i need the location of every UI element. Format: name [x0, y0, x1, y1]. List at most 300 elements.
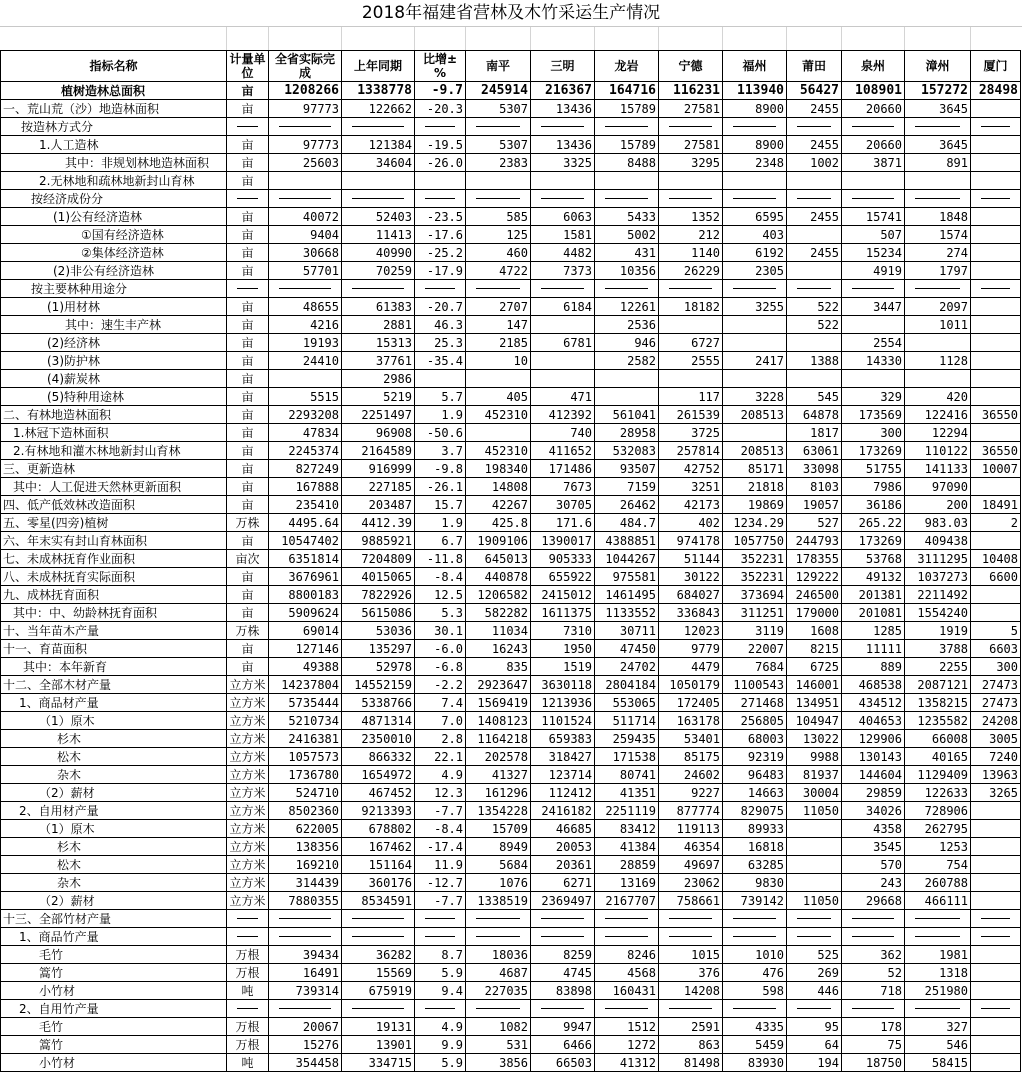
value-cell: 13963 [971, 766, 1021, 784]
value-cell [531, 928, 595, 946]
value-cell: 1050179 [659, 676, 723, 694]
unit-cell: 立方米 [227, 820, 269, 838]
value-cell [595, 280, 659, 298]
value-cell [905, 280, 971, 298]
value-cell [415, 910, 466, 928]
value-cell: 96483 [723, 766, 787, 784]
value-cell: 758661 [659, 892, 723, 910]
value-cell: 30711 [595, 622, 659, 640]
value-cell [787, 370, 842, 388]
value-cell: 684027 [659, 586, 723, 604]
row-label: 杉木 [1, 730, 227, 748]
value-cell [269, 118, 342, 136]
table-row [1, 1036, 1021, 1054]
value-cell [971, 190, 1021, 208]
row-label: 小竹材 [1, 982, 227, 1000]
value-cell: 257814 [659, 442, 723, 460]
dash-mark [981, 198, 1010, 199]
value-cell: 1010 [723, 946, 787, 964]
value-cell: 27581 [659, 100, 723, 118]
value-cell: 2804184 [595, 676, 659, 694]
value-cell: 36550 [971, 406, 1021, 424]
value-cell: 1002 [787, 154, 842, 172]
table-row [1, 982, 1021, 1000]
value-cell [659, 280, 723, 298]
value-cell: 16818 [723, 838, 787, 856]
table-row [1, 784, 1021, 802]
value-cell: 2554 [842, 334, 905, 352]
value-cell: 327 [905, 1018, 971, 1036]
unit-cell: 亩 [227, 658, 269, 676]
table-row [1, 460, 1021, 478]
value-cell: 4358 [842, 820, 905, 838]
value-cell: 15276 [269, 1036, 342, 1054]
value-cell: 163178 [659, 712, 723, 730]
dash-mark [981, 918, 1010, 919]
unit-cell: 亩 [227, 316, 269, 334]
dash-mark [733, 198, 776, 199]
unit-cell: 立方米 [227, 838, 269, 856]
dash-mark [352, 918, 404, 919]
value-cell: 376 [659, 964, 723, 982]
value-cell [971, 118, 1021, 136]
value-cell: 561041 [595, 406, 659, 424]
dash-mark [733, 126, 776, 127]
value-cell: 138356 [269, 838, 342, 856]
row-label: 植树造林总面积 [1, 82, 227, 100]
value-cell: 3676961 [269, 568, 342, 586]
unit-cell: 亩 [227, 586, 269, 604]
value-cell: 403 [723, 226, 787, 244]
value-cell [269, 1000, 342, 1018]
value-cell [971, 334, 1021, 352]
value-cell: 3251 [659, 478, 723, 496]
value-cell [659, 370, 723, 388]
value-cell: 946 [595, 334, 659, 352]
value-cell [269, 190, 342, 208]
value-cell: 89933 [723, 820, 787, 838]
value-cell: 16243 [466, 640, 531, 658]
value-cell [415, 280, 466, 298]
value-cell: 983.03 [905, 514, 971, 532]
value-cell [971, 298, 1021, 316]
value-cell: -20.7 [415, 298, 466, 316]
value-cell [595, 118, 659, 136]
dash-mark [237, 288, 258, 289]
dash-mark [797, 1008, 831, 1009]
table-row [1, 406, 1021, 424]
table-row [1, 820, 1021, 838]
value-cell: 48655 [269, 298, 342, 316]
value-cell: 4722 [466, 262, 531, 280]
value-cell [659, 172, 723, 190]
value-cell: 160431 [595, 982, 659, 1000]
value-cell [971, 1036, 1021, 1054]
value-cell [415, 928, 466, 946]
dash-mark [733, 1008, 776, 1009]
value-cell: 4015065 [342, 568, 415, 586]
value-cell [269, 172, 342, 190]
row-label: 一、荒山荒（沙）地造林面积 [1, 100, 227, 118]
value-cell: 2536 [595, 316, 659, 334]
value-cell: 354458 [269, 1054, 342, 1072]
value-cell: 42752 [659, 460, 723, 478]
row-label: 小竹材 [1, 1054, 227, 1072]
unit-cell: 立方米 [227, 766, 269, 784]
value-cell: 9779 [659, 640, 723, 658]
value-cell: 36186 [842, 496, 905, 514]
row-label: 十三、全部竹材产量 [1, 910, 227, 928]
row-label: 松木 [1, 748, 227, 766]
value-cell: 16491 [269, 964, 342, 982]
value-cell: 9404 [269, 226, 342, 244]
value-cell [842, 280, 905, 298]
row-label: (1)用材林 [1, 298, 227, 316]
row-label: 2、自用材产量 [1, 802, 227, 820]
value-cell: 10007 [971, 460, 1021, 478]
value-cell: 69014 [269, 622, 342, 640]
value-cell: 18182 [659, 298, 723, 316]
value-cell: 570 [842, 856, 905, 874]
value-cell: 37761 [342, 352, 415, 370]
value-cell: 64 [787, 1036, 842, 1054]
table-row [1, 478, 1021, 496]
value-cell [787, 280, 842, 298]
value-cell: 119113 [659, 820, 723, 838]
value-cell: 7673 [531, 478, 595, 496]
value-cell: 7240 [971, 748, 1021, 766]
value-cell: 2293208 [269, 406, 342, 424]
value-cell: 235410 [269, 496, 342, 514]
dash-mark [237, 936, 258, 937]
row-label: 十、当年苗木产量 [1, 622, 227, 640]
value-cell: 975581 [595, 568, 659, 586]
row-label: ①国有经济造林 [1, 226, 227, 244]
unit-cell: 亩 [227, 298, 269, 316]
value-cell: 2087121 [905, 676, 971, 694]
value-cell: 11050 [787, 892, 842, 910]
value-cell [723, 118, 787, 136]
value-cell: 1082 [466, 1018, 531, 1036]
value-cell: 265.22 [842, 514, 905, 532]
dash-mark [605, 198, 648, 199]
value-cell: 2348 [723, 154, 787, 172]
value-cell: 246500 [787, 586, 842, 604]
value-cell: -7.7 [415, 892, 466, 910]
value-cell: 146001 [787, 676, 842, 694]
unit-cell [227, 1000, 269, 1018]
value-cell: 300 [842, 424, 905, 442]
value-cell: 52 [842, 964, 905, 982]
dash-mark [981, 126, 1010, 127]
value-cell: 4568 [595, 964, 659, 982]
value-cell: 863 [659, 1036, 723, 1054]
value-cell [415, 172, 466, 190]
value-cell: 2164589 [342, 442, 415, 460]
value-cell [531, 190, 595, 208]
table-row [1, 190, 1021, 208]
value-cell: 2455 [787, 208, 842, 226]
value-cell: 20660 [842, 100, 905, 118]
value-cell: 4216 [269, 316, 342, 334]
value-cell: 134951 [787, 694, 842, 712]
value-cell: 125 [466, 226, 531, 244]
value-cell: 300 [971, 658, 1021, 676]
value-cell: 1338519 [466, 892, 531, 910]
header-cell: 泉州 [842, 51, 905, 82]
value-cell [269, 280, 342, 298]
value-cell: 11.9 [415, 856, 466, 874]
value-cell: 3.7 [415, 442, 466, 460]
value-cell: 13436 [531, 136, 595, 154]
value-cell [787, 1000, 842, 1018]
value-cell: 11413 [342, 226, 415, 244]
value-cell: 3255 [723, 298, 787, 316]
value-cell [466, 1000, 531, 1018]
table-row [1, 370, 1021, 388]
value-cell: 412392 [531, 406, 595, 424]
value-cell: 179000 [787, 604, 842, 622]
value-cell: 1950 [531, 640, 595, 658]
value-cell: 27581 [659, 136, 723, 154]
value-cell: 216367 [531, 82, 595, 100]
value-cell: 49132 [842, 568, 905, 586]
value-cell: 468538 [842, 676, 905, 694]
value-cell: 167888 [269, 478, 342, 496]
value-cell: 3645 [905, 136, 971, 154]
value-cell: 1611375 [531, 604, 595, 622]
dash-mark [237, 198, 258, 199]
value-cell: 1919 [905, 622, 971, 640]
value-cell: 622005 [269, 820, 342, 838]
value-cell: 2369497 [531, 892, 595, 910]
value-cell [787, 226, 842, 244]
row-label: 十二、全部木材产量 [1, 676, 227, 694]
dash-mark [425, 1008, 455, 1009]
value-cell [971, 928, 1021, 946]
value-cell: 15741 [842, 208, 905, 226]
value-cell [971, 100, 1021, 118]
unit-cell [227, 910, 269, 928]
table-row [1, 676, 1021, 694]
value-cell: 484.7 [595, 514, 659, 532]
value-cell: 553065 [595, 694, 659, 712]
value-cell: 2383 [466, 154, 531, 172]
dash-mark [279, 126, 331, 127]
empty-grid-row [0, 26, 1022, 51]
value-cell: 4.9 [415, 1018, 466, 1036]
dash-mark [279, 1008, 331, 1009]
value-cell: 5338766 [342, 694, 415, 712]
dash-mark [352, 126, 404, 127]
value-cell [787, 928, 842, 946]
value-cell: 5735444 [269, 694, 342, 712]
value-cell: 9213393 [342, 802, 415, 820]
value-cell: 70259 [342, 262, 415, 280]
dash-mark [797, 126, 831, 127]
value-cell: 1208266 [269, 82, 342, 100]
value-cell: 171.6 [531, 514, 595, 532]
value-cell: 829075 [723, 802, 787, 820]
value-cell: 352231 [723, 550, 787, 568]
dash-mark [797, 198, 831, 199]
value-cell [787, 910, 842, 928]
unit-cell: 亩 [227, 568, 269, 586]
unit-cell: 立方米 [227, 730, 269, 748]
value-cell: 29859 [842, 784, 905, 802]
table-row [1, 658, 1021, 676]
value-cell: 24702 [595, 658, 659, 676]
value-cell: 5307 [466, 100, 531, 118]
value-cell [723, 1000, 787, 1018]
value-cell: 740 [531, 424, 595, 442]
value-cell: -17.4 [415, 838, 466, 856]
value-cell [971, 136, 1021, 154]
value-cell [971, 604, 1021, 622]
value-cell: 678802 [342, 820, 415, 838]
value-cell: 1354228 [466, 802, 531, 820]
value-cell: 7822926 [342, 586, 415, 604]
dash-mark [352, 288, 404, 289]
value-cell: 8246 [595, 946, 659, 964]
value-cell: 122662 [342, 100, 415, 118]
value-cell: 5.9 [415, 964, 466, 982]
dash-mark [669, 198, 712, 199]
value-cell: 2245374 [269, 442, 342, 460]
value-cell: 1100543 [723, 676, 787, 694]
value-cell: 1554240 [905, 604, 971, 622]
unit-cell: 亩 [227, 424, 269, 442]
row-label: 2、自用竹产量 [1, 1000, 227, 1018]
value-cell: 1388 [787, 352, 842, 370]
value-cell: 318427 [531, 748, 595, 766]
value-cell: 522 [787, 298, 842, 316]
dash-mark [541, 288, 584, 289]
dash-mark [605, 936, 648, 937]
value-cell: 3325 [531, 154, 595, 172]
unit-cell: 亩 [227, 100, 269, 118]
value-cell: 164716 [595, 82, 659, 100]
unit-cell: 亩 [227, 532, 269, 550]
value-cell: 129222 [787, 568, 842, 586]
value-cell: 5.7 [415, 388, 466, 406]
value-cell: 260788 [905, 874, 971, 892]
value-cell: 1581 [531, 226, 595, 244]
value-cell: 467452 [342, 784, 415, 802]
value-cell [787, 262, 842, 280]
value-cell: 92319 [723, 748, 787, 766]
unit-cell [227, 118, 269, 136]
dash-mark [915, 288, 960, 289]
value-cell: 585 [466, 208, 531, 226]
dash-mark [915, 1008, 960, 1009]
value-cell: 655922 [531, 568, 595, 586]
value-cell [466, 280, 531, 298]
value-cell: 178 [842, 1018, 905, 1036]
dash-mark [476, 1008, 520, 1009]
value-cell: 5515 [269, 388, 342, 406]
row-label: 松木 [1, 856, 227, 874]
dash-mark [541, 936, 584, 937]
dash-mark [237, 126, 258, 127]
value-cell: 97773 [269, 136, 342, 154]
value-cell: 66008 [905, 730, 971, 748]
row-label: 按经济成份分 [1, 190, 227, 208]
value-cell: 14808 [466, 478, 531, 496]
value-cell: 40990 [342, 244, 415, 262]
value-cell [723, 424, 787, 442]
value-cell: 18491 [971, 496, 1021, 514]
table-row [1, 1054, 1021, 1072]
value-cell: 14552159 [342, 676, 415, 694]
value-cell: 835 [466, 658, 531, 676]
value-cell: 21818 [723, 478, 787, 496]
value-cell: 2350010 [342, 730, 415, 748]
value-cell [531, 370, 595, 388]
value-cell: 169210 [269, 856, 342, 874]
value-cell [971, 478, 1021, 496]
table-row [1, 532, 1021, 550]
value-cell: 201081 [842, 604, 905, 622]
value-cell: 46.3 [415, 316, 466, 334]
value-cell [659, 118, 723, 136]
value-cell: 675919 [342, 982, 415, 1000]
value-cell: 2305 [723, 262, 787, 280]
value-cell: 83898 [531, 982, 595, 1000]
value-cell [971, 820, 1021, 838]
value-cell: 93507 [595, 460, 659, 478]
value-cell: 1390017 [531, 532, 595, 550]
value-cell: 202578 [466, 748, 531, 766]
row-label: 其中：中、幼龄林抚育面积 [1, 604, 227, 622]
dash-mark [605, 918, 648, 919]
report-title: 2018年福建省营林及木竹采运生产情况 [361, 3, 661, 23]
value-cell: 5684 [466, 856, 531, 874]
value-cell [842, 928, 905, 946]
table-row [1, 874, 1021, 892]
value-cell [842, 910, 905, 928]
value-cell [905, 190, 971, 208]
value-cell: 75 [842, 1036, 905, 1054]
dash-mark [425, 288, 455, 289]
unit-cell: 亩 [227, 478, 269, 496]
table-row [1, 1018, 1021, 1036]
value-cell [971, 982, 1021, 1000]
dash-mark [476, 288, 520, 289]
value-cell: 11034 [466, 622, 531, 640]
value-cell: 251980 [905, 982, 971, 1000]
value-cell: 41327 [466, 766, 531, 784]
value-cell: 3871 [842, 154, 905, 172]
value-cell: 212 [659, 226, 723, 244]
value-cell: 12.3 [415, 784, 466, 802]
value-cell: 889 [842, 658, 905, 676]
header-cell: 福州 [723, 51, 787, 82]
value-cell: 2591 [659, 1018, 723, 1036]
value-cell: 452310 [466, 442, 531, 460]
value-cell: 41384 [595, 838, 659, 856]
value-cell [595, 1000, 659, 1018]
value-cell: 122416 [905, 406, 971, 424]
value-cell [971, 316, 1021, 334]
dash-mark [797, 288, 831, 289]
value-cell: 446 [787, 982, 842, 1000]
value-cell: 1057750 [723, 532, 787, 550]
row-label: 七、未成林抚育作业面积 [1, 550, 227, 568]
value-cell [659, 1000, 723, 1018]
unit-cell [227, 928, 269, 946]
value-cell: 1352 [659, 208, 723, 226]
